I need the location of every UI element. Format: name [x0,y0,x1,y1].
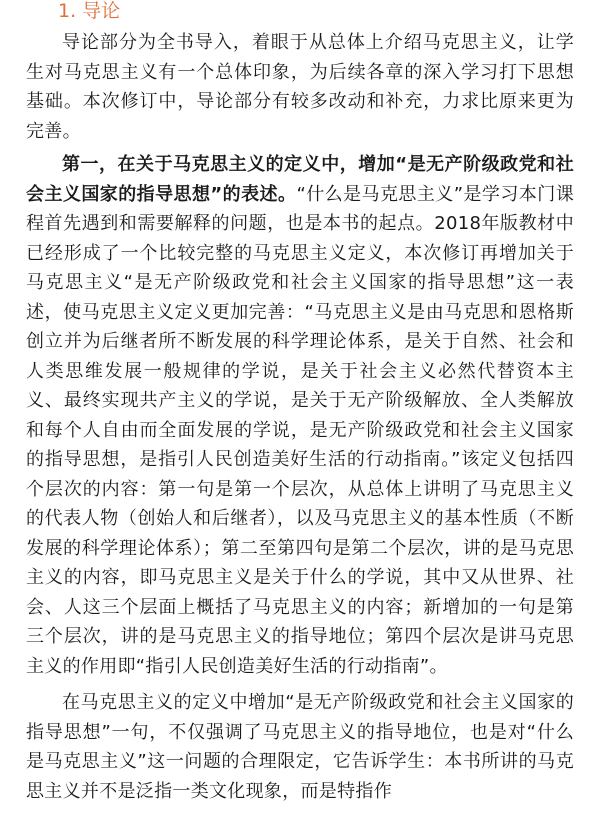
document-page [26,0,574,806]
intro-paragraph: 导论部分为全书导入，着眼于从总体上介绍马克思主义，让学生对马克思主义有一个总体印象，为后续各章的深入学习打下思想基础。本次修订中，导论部分有较多改动和补充，力求比原来更为完善。 [26,32,574,142]
first-point-paragraph [26,150,574,681]
first-point-body: “什么是马克思主义”是学习本门课程首先遇到和需要解释的问题，也是本书的起点。2018年版教材中已经形成了一个比较完整的马克思主义定义，本次修订再增加关于马克思主义“是无产阶级政党和社会主义国家的指导思想”这一表述，使马克思主义定义更加完善：“马克思主义是由马克思和恩格斯创立并为后继者所不断发展的科学理论体系，是关于自然、社会和人类思维发展一般规律的学说，是关于社会主义必然代替资本主义、最终实现共产主义的学说，是关于无产阶级解放、全人类解放和每个人自由而全面发展的学说，是无产阶级政党和社会主义国家的指导思想，是指引人民创造美好生活的行动指南。”该定义包括四个层次的内容：第一句是第一个层次，从总体上讲明了马克思主义的代表人物（创始人和后继者），以及马克思主义的基本性质（不断发展的科学理论体系）；第二至第四句是第二个层次，讲的是马克思主义的内容，即马克思主义是关于什么的学说，其中又从世界、社会、人这三个层面上概括了马克思主义的内容；新增加的一句是第三个层次，讲的是马克思主义的指导地位；第四个层次是讲马克思主义的作用即“指引人民创造美好生活的行动指南”。 [26,183,574,677]
second-paragraph: 在马克思主义的定义中增加“是无产阶级政党和社会主义国家的指导思想”一句，不仅强调了马克思主义的指导地位，也是对“什么是马克思主义”这一问题的合理限定，它告诉学生：本书所讲的马克思主义并不是泛指一类文化现象，而是特指作 [26,692,574,802]
section-heading: 1. 导论 [58,0,121,22]
first-point-bold-lead: 第一，在关于马克思主义的定义中，增加“是无产阶级政党和社会主义国家的指导思想”的表述。 [26,154,574,205]
